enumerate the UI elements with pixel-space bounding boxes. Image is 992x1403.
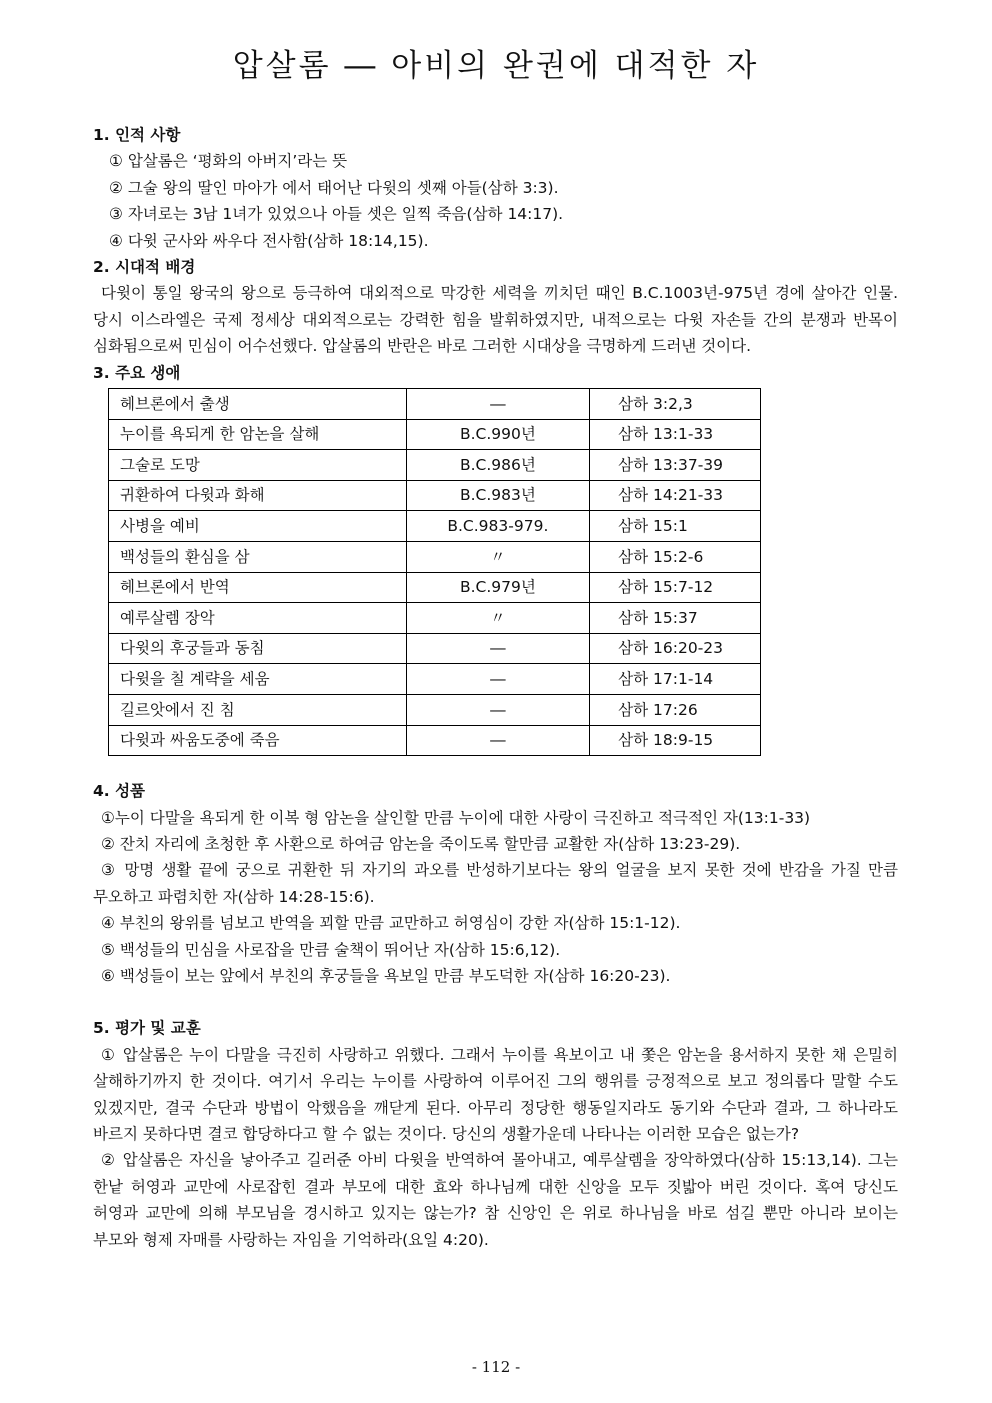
date-cell: ― — [406, 664, 590, 695]
table-row — [109, 603, 761, 634]
table-row — [109, 572, 761, 603]
date-cell: B.C.979년 — [406, 572, 590, 603]
lesson-paragraph: ① 압살롬은 누이 다말을 극진히 사랑하고 위했다. 그래서 누이를 욕보이고 내 쫓은 암논을 용서하지 못한 채 은밀히 살해하기까지 한 것이다. 여기서 우리는 누이를 사랑하여 이루어진 그의 행위를 긍정적으로 보고 정의롭다 말할 수도 있겠지만, 결국 수단과 방법이 악했음을 깨닫게 된다. 아무리 정당한 행동일지라도 동기와 수단과 결과, 그 하나라도 바르지 못하다면 결코 합당하다고 할 수 없는 것이다. 당신의 생활가운데 나타나는 이러한 모습은 없는가? — [93, 1045, 898, 1144]
date-cell: B.C.983-979. — [406, 511, 590, 542]
list-item: ② 그술 왕의 딸인 마아가 에서 태어난 다윗의 셋째 아들(삼하 3:3). — [109, 178, 559, 197]
section-heading-personal: 1. 인적 사항 — [93, 126, 181, 144]
background-paragraph: 다윗이 통일 왕국의 왕으로 등극하여 대외적으로 막강한 세력을 끼치던 때인 B.C.1003년-975년 경에 살아간 인물. 당시 이스라엘은 국제 정세상 대외적으로는 강력한 힘을 발휘하였지만, 내적으로는 다윗 자손들 간의 분쟁과 반목이 심화됨으로써 민심이 어수선했다. 압살롬의 반란은 바로 그러한 시대상을 극명하게 드러낸 것이다. — [93, 284, 898, 356]
event-cell: 다윗의 후궁들과 동침 — [109, 633, 407, 664]
table-row — [109, 542, 761, 573]
table-row — [109, 419, 761, 450]
date-cell: B.C.983년 — [406, 480, 590, 511]
event-cell: 다윗과 싸움도중에 죽음 — [109, 725, 407, 756]
table-row — [109, 450, 761, 481]
list-item: ② 잔치 자리에 초청한 후 사환으로 하여금 암논을 죽이도록 할만큼 교활한 자(삼하 13:23-29). — [101, 835, 741, 853]
reference-cell: 삼하 17:1-14 — [590, 664, 761, 695]
date-cell: B.C.986년 — [406, 450, 590, 481]
event-cell: 그술로 도망 — [109, 450, 407, 481]
reference-cell: 삼하 15:37 — [590, 603, 761, 634]
date-cell: ― — [406, 725, 590, 756]
reference-cell: 삼하 13:1-33 — [590, 419, 761, 450]
life-events-table — [108, 388, 761, 756]
date-cell: ― — [406, 633, 590, 664]
event-cell: 다윗을 칠 계략을 세움 — [109, 664, 407, 695]
list-item: ③ 자녀로는 3남 1녀가 있었으나 아들 셋은 일찍 죽음(삼하 14:17). — [109, 205, 564, 224]
table-row — [109, 480, 761, 511]
list-item: ①누이 다말을 욕되게 한 이복 형 암논을 살인할 만큼 누이에 대한 사랑이 극진하고 적극적인 자(13:1-33) — [101, 808, 811, 827]
event-cell: 누이를 욕되게 한 암논을 살해 — [109, 419, 407, 450]
list-item: ⑥ 백성들이 보는 앞에서 부친의 후궁들을 욕보일 만큼 부도덕한 자(삼하 16:20-23). — [101, 967, 671, 986]
event-cell: 백성들의 환심을 삼 — [109, 542, 407, 573]
list-item: ① 압살롬은 ‘평화의 아버지’라는 뜻 — [109, 152, 348, 171]
list-item: ③ 망명 생활 끝에 궁으로 귀환한 뒤 자기의 과오를 반성하기보다는 왕의 얼굴을 보지 못한 것에 반감을 가질 만큼 무오하고 파렴치한 자(삼하 14:28-15:6). — [93, 861, 898, 906]
reference-cell: 삼하 17:26 — [590, 695, 761, 726]
reference-cell: 삼하 14:21-33 — [590, 480, 761, 511]
list-item: ④ 다윗 군사와 싸우다 전사함(삼하 18:14,15). — [109, 231, 429, 250]
table-row — [109, 664, 761, 695]
list-item: ⑤ 백성들의 민심을 사로잡을 만큼 술책이 뛰어난 자(삼하 15:6,12). — [101, 940, 561, 959]
document-body — [93, 122, 898, 1253]
event-cell: 예루살렘 장악 — [109, 603, 407, 634]
date-cell: B.C.990년 — [406, 419, 590, 450]
table-row — [109, 725, 761, 756]
table-row — [109, 633, 761, 664]
section-heading-character: 4. 성품 — [93, 782, 146, 801]
reference-cell: 삼하 15:7-12 — [590, 572, 761, 603]
date-cell: ― — [406, 389, 590, 420]
section-heading-background: 2. 시대적 배경 — [93, 258, 196, 277]
table-row — [109, 389, 761, 420]
date-cell: 〃 — [406, 603, 590, 634]
event-cell: 귀환하여 다윗과 화해 — [109, 480, 407, 511]
lesson-paragraph: ② 압살롬은 자신을 낳아주고 길러준 아비 다윗을 반역하여 몰아내고, 예루살렘을 장악하였다(삼하 15:13,14). 그는 한낱 허영과 교만에 사로잡힌 결과 부모에 대한 효와 하나님께 대한 신앙을 모두 짓밟아 버린 것이다. 혹여 당신도 허영과 교만에 의해 부모님을 경시하고 있지는 않는가? 참 신앙인 은 위로 하나님을 바로 섬길 뿐만 아니라 보이는 부모와 형제 자매를 사랑하는 자임을 기억하라(요일 4:20). — [93, 1151, 898, 1249]
reference-cell: 삼하 3:2,3 — [590, 389, 761, 420]
reference-cell: 삼하 16:20-23 — [590, 633, 761, 664]
event-cell: 길르앗에서 진 침 — [109, 695, 407, 726]
date-cell: 〃 — [406, 542, 590, 573]
date-cell: ― — [406, 695, 590, 726]
table-row — [109, 695, 761, 726]
reference-cell: 삼하 15:1 — [590, 511, 761, 542]
section-heading-life: 3. 주요 생애 — [93, 363, 181, 382]
table-row — [109, 511, 761, 542]
page-number: - 112 - — [471, 1358, 521, 1376]
event-cell: 헤브론에서 출생 — [109, 389, 407, 420]
page-title: 압살롬 ― 아비의 완권에 대적한 자 — [232, 48, 760, 84]
event-cell: 사병을 예비 — [109, 511, 407, 542]
reference-cell: 삼하 15:2-6 — [590, 542, 761, 573]
event-cell: 헤브론에서 반역 — [109, 572, 407, 603]
section-heading-lesson: 5. 평가 및 교훈 — [93, 1019, 201, 1038]
reference-cell: 삼하 18:9-15 — [590, 725, 761, 756]
list-item: ④ 부친의 왕위를 넘보고 반역을 꾀할 만큼 교만하고 허영심이 강한 자(삼하 15:1-12). — [101, 914, 681, 933]
reference-cell: 삼하 13:37-39 — [590, 450, 761, 481]
